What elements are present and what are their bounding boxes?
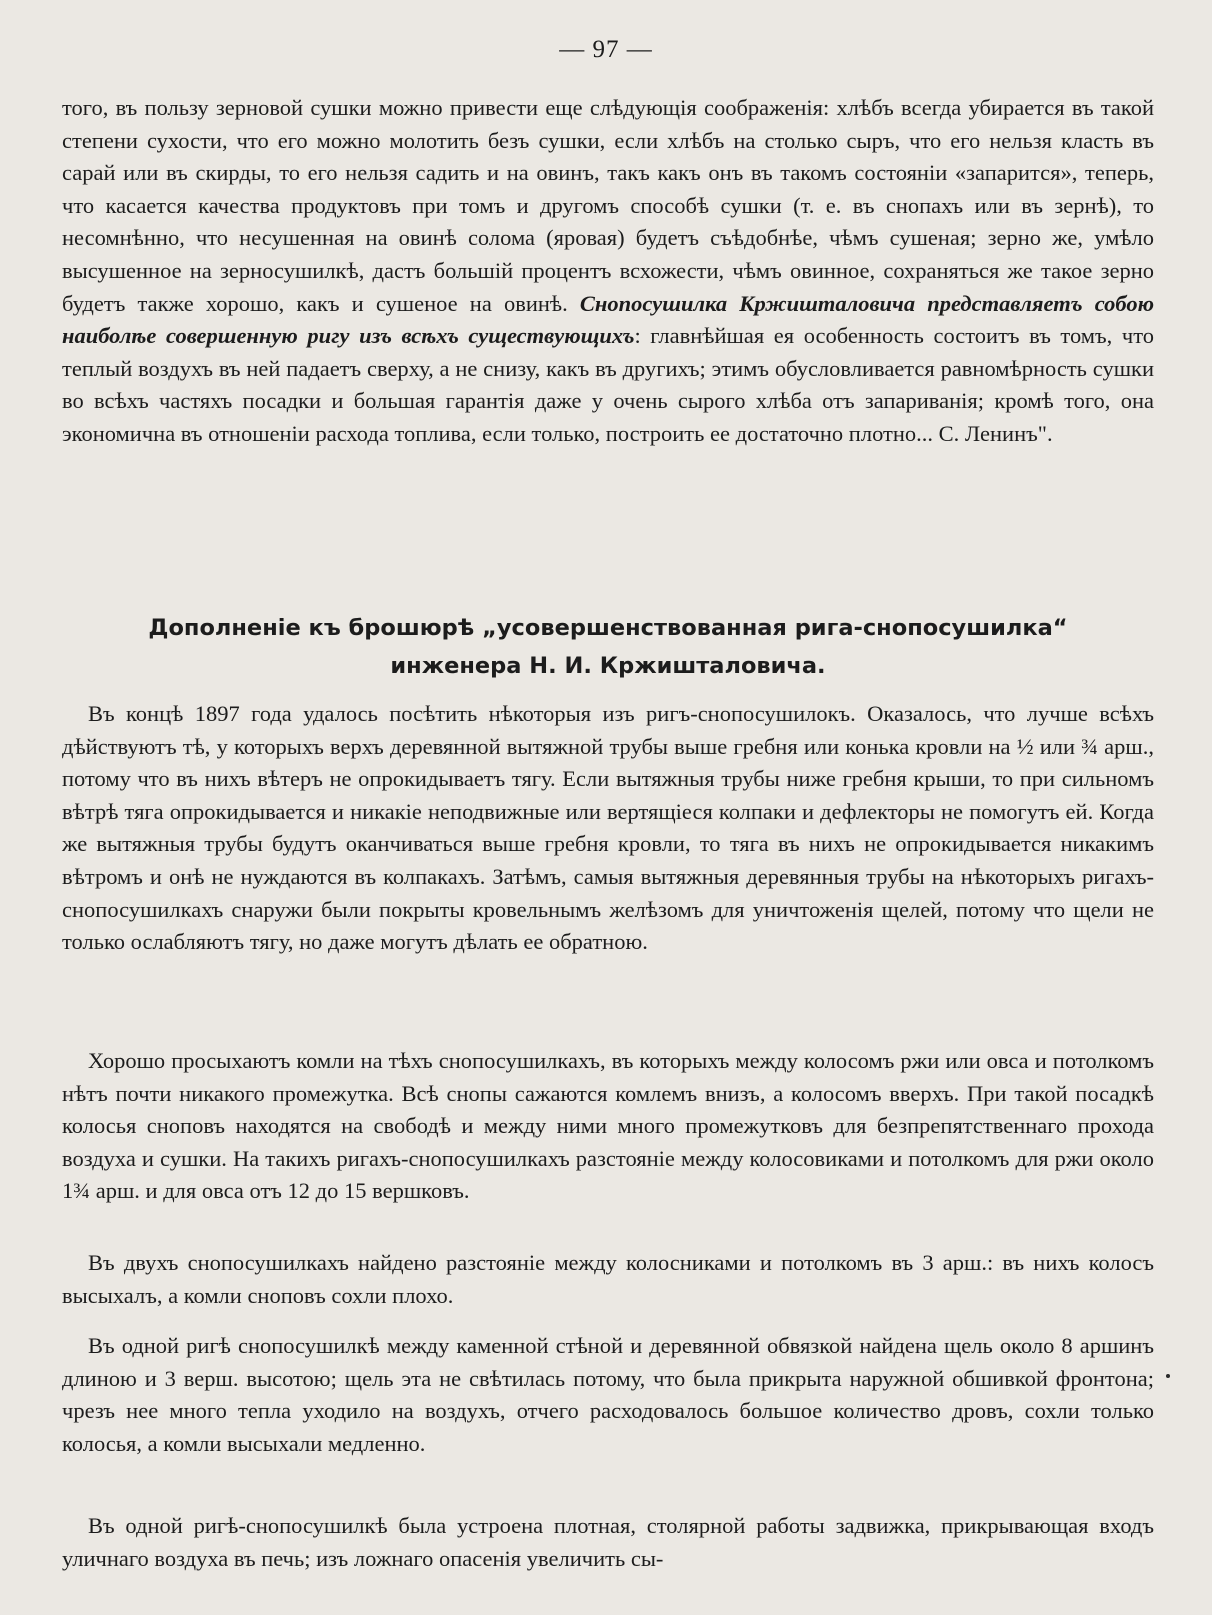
intro-emphasis: Снопосушилка Кржишталовича представляетъ собою наиболѣе совершенную ригу изъ всѣхъ существующихъ bbox=[62, 290, 1154, 349]
body-paragraph bbox=[62, 1247, 1154, 1312]
section-heading-line-1: Дополненіе къ брошюрѣ „усовершенствованная рига-снопосушилка“ bbox=[148, 615, 1068, 641]
body-paragraph bbox=[62, 698, 1154, 959]
paragraph-text: Въ концѣ 1897 года удалось посѣтить нѣкоторыя изъ ригъ-снопосушилокъ. Оказалось, что лучше всѣхъ дѣйствуютъ тѣ, у которыхъ верхъ деревянной вытяжной трубы выше гребня или конька кровли на ½ или ¾ арш., потому что въ нихъ вѣтеръ не опрокидываетъ тягу. Если вытяжныя трубы ниже гребня крыши, то при сильномъ вѣтрѣ тяга опрокидывается и никакіе неподвижные или вертящіеся колпаки и дефлекторы не помогутъ ей. Когда же вытяжныя трубы будутъ оканчиваться выше гребня кровли, то тяга въ нихъ не опрокидывается никакимъ вѣтромъ и онѣ не нуждаются въ колпакахъ. Затѣмъ, самыя вытяжныя деревянныя трубы на нѣкоторыхъ ригахъ-снопосушилкахъ снаружи были покрыты кровельнымъ желѣзомъ для уничтоженія щелей, потому что щели не только ослабляютъ тягу, но даже могутъ дѣлать ее обратною. bbox=[62, 701, 1154, 955]
body-paragraph bbox=[62, 1045, 1154, 1208]
page-number: — 97 — bbox=[559, 36, 653, 63]
body-paragraph bbox=[62, 1510, 1154, 1575]
intro-text-tail: : главнѣйшая ея особенность состоитъ въ томъ, что теплый воздухъ въ ней падаетъ сверху, а не снизу, какъ въ другихъ; этимъ обусловливается равномѣрность сушки во всѣхъ частяхъ посадки и большая гарантія даже у очень сырого хлѣба отъ запариванія; кромѣ того, она экономична въ отношеніи расхода топлива, если только, построить ее достаточно плотно... С. Ленинъ". bbox=[62, 323, 1154, 446]
paragraph-text: Хорошо просыхаютъ комли на тѣхъ снопосушилкахъ, въ которыхъ между колосомъ ржи или овса и потолкомъ нѣтъ почти никакого промежутка. Всѣ снопы сажаются комлемъ внизъ, а колосомъ вверхъ. При такой посадкѣ колосья сноповъ находятся на свободѣ и между ними много промежутковъ для безпрепятственнаго прохода воздуха и сушки. На такихъ ригахъ-снопосушилкахъ разстояніе между колосовиками и потолкомъ для ржи около 1¾ арш. и для овса отъ 12 до 15 вершковъ. bbox=[62, 1048, 1154, 1204]
ink-speck bbox=[1166, 1374, 1170, 1378]
body-paragraph bbox=[62, 1330, 1154, 1460]
paragraph-text: Въ одной ригѣ-снопосушилкѣ была устроена плотная, столярной работы задвижка, прикрывающая входъ уличнаго воздуха въ печь; изъ ложнаго опасенія увеличить сы- bbox=[62, 1513, 1154, 1571]
intro-paragraph bbox=[62, 92, 1154, 451]
paragraph-text: Въ одной ригѣ снопосушилкѣ между каменной стѣной и деревянной обвязкой найдена щель около 8 аршинъ длиною и 3 верш. высотою; щель эта не свѣтилась потому, что была прикрыта наружной обшивкой фронтона; чрезъ нее много тепла уходило на воздухъ, отчего расходовалось большое количество дровъ, сохли только колосья, а комли высыхали медленно. bbox=[62, 1333, 1154, 1456]
intro-text: того, въ пользу зерновой сушки можно привести еще слѣдующія соображенія: хлѣбъ всегда убирается въ такой степени сухости, что его можно молотить безъ сушки, если хлѣбъ на столько сыръ, что его нельзя класть въ сарай или въ скирды, то его нельзя садить и на овинъ, такъ какъ онъ въ такомъ состояніи «запарится», теперь, что касается качества продуктовъ при томъ и другомъ способѣ сушки (т. е. въ снопахъ или въ зернѣ), то несомнѣнно, что несушенная на овинѣ солома (яровая) будетъ съѣдобнѣе, чѣмъ сушеная; зерно же, умѣло высушенное на зерносушилкѣ, дастъ большій процентъ всхожести, чѣмъ овинное, сохраняться же такое зерно будетъ также хорошо, какъ и сушеное на овинѣ. bbox=[62, 95, 1154, 316]
paragraph-text: Въ двухъ снопосушилкахъ найдено разстояніе между колосниками и потолкомъ въ 3 арш.: въ нихъ колосъ высыхалъ, а комли сноповъ сохли плохо. bbox=[62, 1250, 1154, 1308]
section-heading-line-2: инженера Н. И. Кржишталовича. bbox=[390, 653, 826, 679]
